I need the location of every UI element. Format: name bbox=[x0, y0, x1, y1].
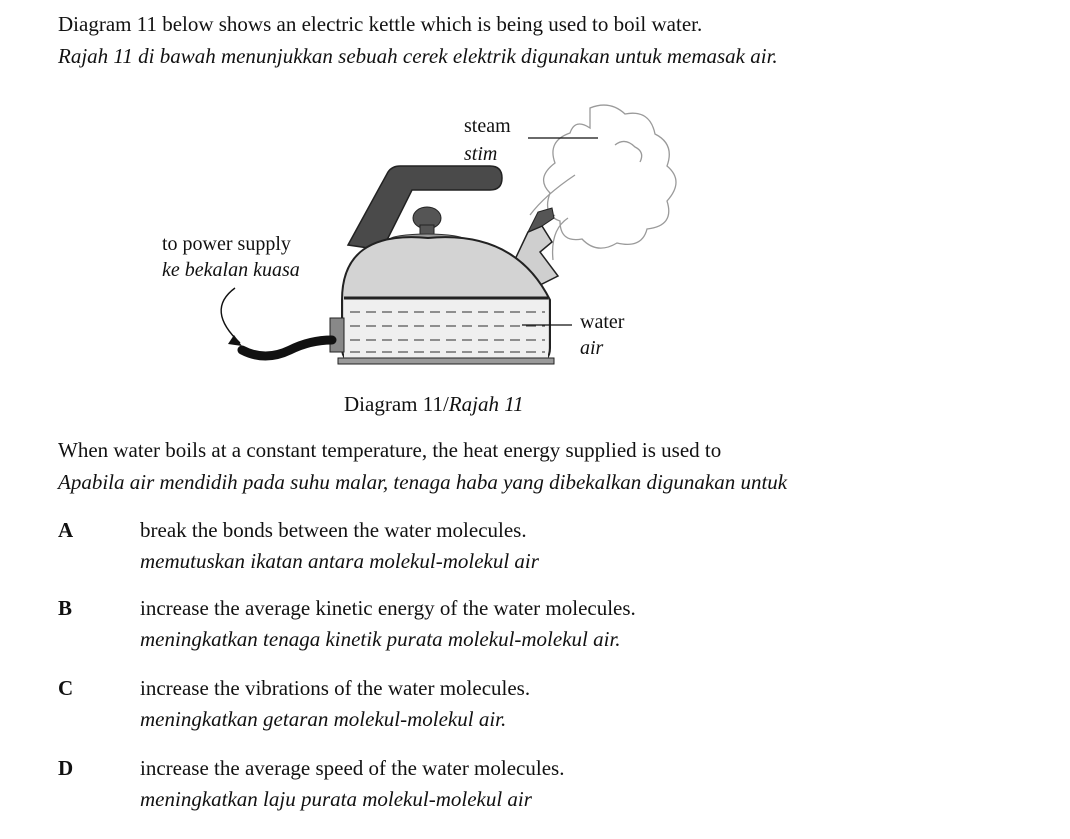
power-supply-label: to power supply bbox=[162, 233, 291, 255]
question-stem-malay: Apabila air mendidih pada suhu malar, tenaga haba yang dibekalkan digunakan untuk bbox=[58, 470, 788, 494]
option-d-english: increase the average speed of the water molecules. bbox=[140, 756, 565, 780]
option-a-english: break the bonds between the water molecules. bbox=[140, 518, 527, 542]
water-label: water bbox=[580, 311, 625, 333]
steam-label-malay: stim bbox=[464, 143, 498, 165]
power-cable bbox=[221, 288, 344, 356]
option-c-letter: C bbox=[58, 676, 74, 700]
option-a-letter: A bbox=[58, 518, 74, 542]
intro-english: Diagram 11 below shows an electric kettle which is being used to boil water. bbox=[58, 12, 703, 36]
intro-malay: Rajah 11 di bawah menunjukkan sebuah cerek elektrik digunakan untuk memasak air. bbox=[58, 44, 778, 68]
option-a-malay: memutuskan ikatan antara molekul-molekul air bbox=[140, 549, 539, 573]
diagram-caption: Diagram 11/Rajah 11 bbox=[344, 392, 524, 416]
option-d-letter: D bbox=[58, 756, 74, 780]
steam-label: steam bbox=[464, 115, 511, 137]
water-label-malay: air bbox=[580, 337, 604, 359]
option-c-english: increase the vibrations of the water molecules. bbox=[140, 676, 531, 700]
option-d-malay: meningkatkan laju purata molekul-molekul air bbox=[140, 787, 532, 811]
water-region bbox=[344, 298, 548, 360]
option-b-letter: B bbox=[58, 596, 73, 620]
option-c-malay: meningkatkan getaran molekul-molekul air. bbox=[140, 707, 507, 731]
kettle-diagram bbox=[150, 100, 710, 400]
power-supply-label-malay: ke bekalan kuasa bbox=[162, 259, 300, 281]
option-b-english: increase the average kinetic energy of the water molecules. bbox=[140, 596, 636, 620]
question-stem-english: When water boils at a constant temperature, the heat energy supplied is used to bbox=[58, 438, 722, 462]
option-b-malay: meningkatkan tenaga kinetik purata molekul-molekul air. bbox=[140, 627, 621, 651]
